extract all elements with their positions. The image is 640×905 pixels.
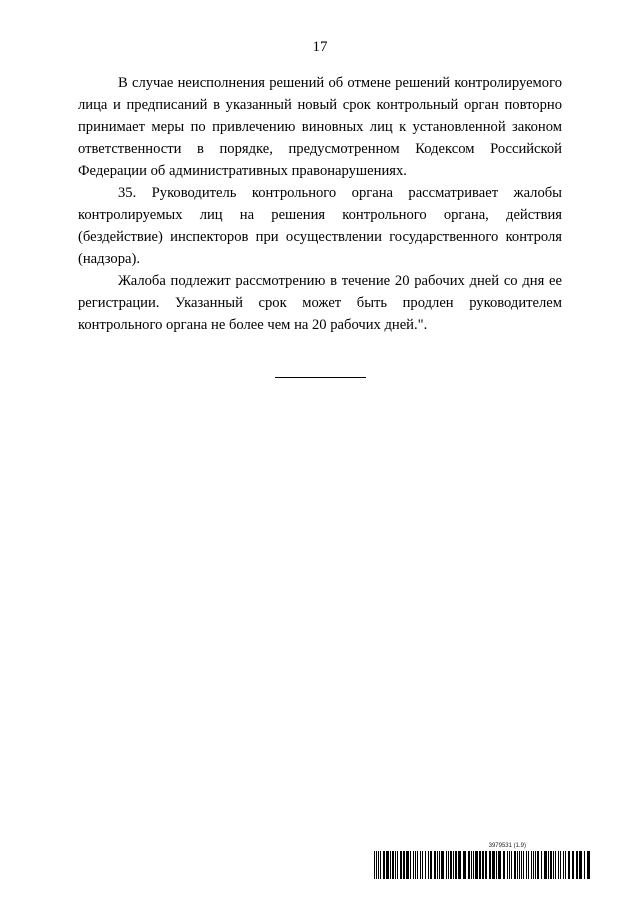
barcode-block xyxy=(374,843,590,879)
page-number: 17 xyxy=(312,39,328,55)
document-body xyxy=(78,72,562,336)
paragraph-item-35: 35. Руководитель контрольного органа рассматривает жалобы контролируемых лиц на решения контрольного органа, действия (бездействие) инспекторов при осуществлении государственного контроля (надзора). xyxy=(78,185,562,267)
paragraph-complaint-term: Жалоба подлежит рассмотрению в течение 20 рабочих дней со дня ее регистрации. Указанный срок может быть продлен руководителем контрольного органа не более чем на 20 рабочих дней.". xyxy=(78,273,562,333)
barcode-id: 3979531 (1.9) xyxy=(488,843,526,849)
paragraph-appeal-enforcement: В случае неисполнения решений об отмене решений контролируемого лица и предписаний в указанный новый срок контрольный орган повторно принимает меры по привлечению виновных лиц к установленной законом ответственности в порядке, предусмотренном Кодексом Российской Федерации об административных правонарушениях. xyxy=(78,75,562,179)
end-divider xyxy=(275,377,366,378)
barcode-icon xyxy=(374,851,590,879)
